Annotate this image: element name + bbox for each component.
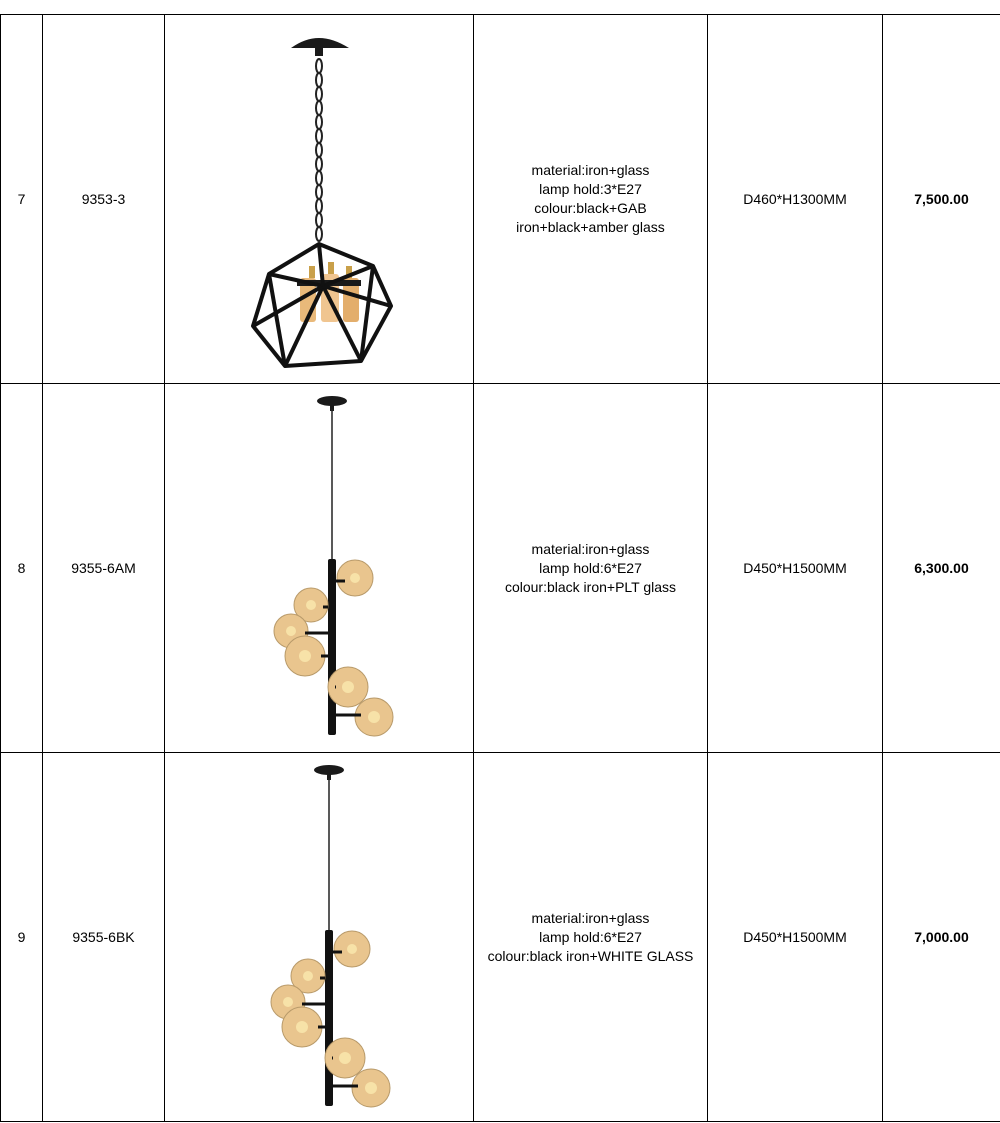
product-description [474,384,708,753]
item-number: 9 [1,753,43,1122]
description-line: colour:black iron+WHITE GLASS [487,947,694,964]
globe-branch-pendant-lamp-icon [165,385,474,751]
description-line: lamp hold:6*E27 [539,928,642,945]
description-line: iron+black+amber glass [516,219,665,235]
model-code: 9353-3 [43,15,165,384]
description-line: material:iron+glass [531,909,650,926]
table-row [1,384,1000,753]
description-line: colour:black+GAB [534,200,647,216]
product-image-cell [165,15,474,384]
description-line: colour:black iron+PLT glass [504,578,677,595]
table-row [1,753,1000,1122]
product-description [474,753,708,1122]
product-price: 7,500.00 [883,15,1000,384]
product-price: 6,300.00 [883,384,1000,753]
model-code: 9355-6AM [43,384,165,753]
model-code: 9355-6BK [43,753,165,1122]
description-line: lamp hold:3*E27 [539,181,642,197]
item-number: 7 [1,15,43,384]
product-size: D460*H1300MM [708,15,883,384]
geometric-cage-pendant-lamp-icon [165,16,474,382]
description-line: lamp hold:6*E27 [539,559,642,576]
item-number: 8 [1,384,43,753]
description-line: material:iron+glass [531,162,650,178]
product-size: D450*H1500MM [708,753,883,1122]
product-image-cell [165,753,474,1122]
table-row [1,15,1000,384]
product-size: D450*H1500MM [708,384,883,753]
globe-branch-pendant-lamp-icon [165,754,474,1120]
product-image-cell [165,384,474,753]
product-price: 7,000.00 [883,753,1000,1122]
description-line: material:iron+glass [531,540,650,557]
product-description [474,15,708,384]
product-table [0,14,1000,1122]
